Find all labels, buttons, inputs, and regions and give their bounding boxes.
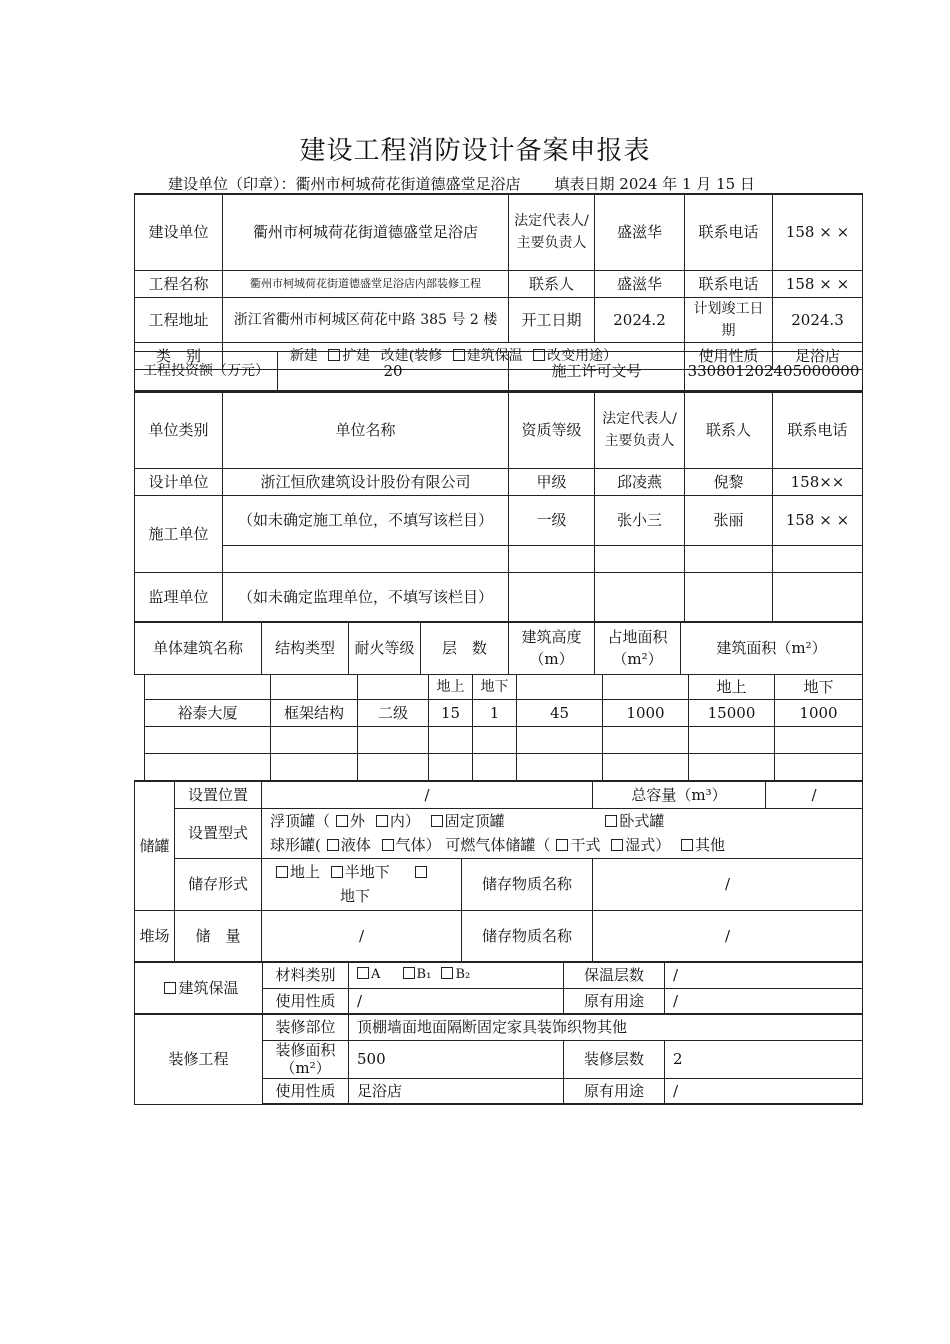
row-height: 45 xyxy=(517,700,603,727)
checkbox-icon[interactable] xyxy=(441,967,453,979)
h-height: 建筑高度（m） xyxy=(509,622,595,674)
store-half: 半地下 xyxy=(344,863,390,881)
checkbox-icon[interactable] xyxy=(611,839,623,851)
permit-value: 330801202405000000 xyxy=(685,352,863,391)
store-options xyxy=(262,858,462,910)
checkbox-icon[interactable] xyxy=(415,866,427,878)
build-grade: 一级 xyxy=(509,495,595,545)
area-below-label: 地下 xyxy=(775,675,863,700)
build-legal: 张小三 xyxy=(595,495,685,545)
checkbox-icon[interactable] xyxy=(164,982,176,994)
start-value: 2024.2 xyxy=(595,297,685,342)
phone2-label: 联系电话 xyxy=(685,270,773,297)
dec-floors-value: 2 xyxy=(665,1040,863,1078)
build-label: 施工单位 xyxy=(135,495,223,572)
layer-label: 保温层数 xyxy=(564,962,665,988)
pile-label: 堆场 xyxy=(135,910,175,962)
h-unit-type: 单位类别 xyxy=(135,392,223,468)
type-rebuild: 改建(装修 xyxy=(380,347,443,364)
h-fire: 耐火等级 xyxy=(349,622,421,674)
checkbox-icon[interactable] xyxy=(331,866,343,878)
form-floating: 浮顶罐（ xyxy=(270,812,331,830)
buildings-table xyxy=(144,674,863,781)
finish-label: 计划竣工日期 xyxy=(685,297,773,342)
phone-label: 联系电话 xyxy=(685,194,773,270)
checkbox-icon[interactable] xyxy=(403,967,415,979)
dec-area-value: 500 xyxy=(349,1040,564,1078)
form-out: 外 xyxy=(350,812,366,830)
pile-qty-label: 储 量 xyxy=(175,910,262,962)
row-struct: 框架结构 xyxy=(271,700,358,727)
table-row xyxy=(145,700,863,727)
type-change: 改变用途） xyxy=(547,347,618,364)
invest-table xyxy=(134,351,863,391)
decoration-label: 装修工程 xyxy=(135,1014,263,1104)
h-building-name: 单体建筑名称 xyxy=(135,622,262,674)
checkbox-icon[interactable] xyxy=(336,815,348,827)
header-line xyxy=(168,173,755,194)
mat-a: A xyxy=(371,967,381,983)
dec-orig-label: 原有用途 xyxy=(564,1078,665,1104)
form-options xyxy=(262,808,863,858)
type-insul: 建筑保温 xyxy=(466,347,523,364)
project-value: 衢州市柯城荷花街道德盛堂足浴店内部装修工程 xyxy=(223,270,509,297)
mat-b2: B₂ xyxy=(455,967,471,983)
checkbox-icon[interactable] xyxy=(357,967,369,979)
mat-label: 材料类别 xyxy=(263,962,349,988)
h-struct: 结构类型 xyxy=(262,622,349,674)
h-footprint: 占地面积（m²） xyxy=(595,622,681,674)
contact-label: 联系人 xyxy=(509,270,595,297)
legal-value: 盛滋华 xyxy=(595,194,685,270)
project-label: 工程名称 xyxy=(135,270,223,297)
dec-area-label: 装修面积（m²） xyxy=(263,1040,349,1078)
checkbox-icon[interactable] xyxy=(382,839,394,851)
type-ext: 扩建 xyxy=(342,347,371,364)
invest-value: 20 xyxy=(278,352,509,391)
storage-table xyxy=(134,780,863,963)
row-fl-above: 15 xyxy=(429,700,473,727)
checkbox-icon[interactable] xyxy=(605,815,617,827)
checkbox-icon[interactable] xyxy=(556,839,568,851)
form-horiz: 卧式罐 xyxy=(619,812,665,830)
layer-value: / xyxy=(665,962,863,988)
fill-date: 填表日期 2024 年 1 月 15 日 xyxy=(554,175,755,193)
row-area-above: 15000 xyxy=(689,700,775,727)
form-sphere: 球形罐( xyxy=(270,836,321,854)
ins-orig-label: 原有用途 xyxy=(564,988,665,1014)
store-above: 地上 xyxy=(290,863,321,881)
part-label: 装修部位 xyxy=(263,1014,349,1040)
design-label: 设计单位 xyxy=(135,468,223,495)
insulation-label-cell xyxy=(135,962,263,1014)
address-value: 浙江省衢州市柯城区荷花中路 385 号 2 楼 xyxy=(223,297,509,342)
h-grade: 资质等级 xyxy=(509,392,595,468)
above-label: 地上 xyxy=(429,675,473,700)
design-legal: 邱凌燕 xyxy=(595,468,685,495)
checkbox-icon[interactable] xyxy=(276,866,288,878)
contact-value: 盛滋华 xyxy=(595,270,685,297)
h-area: 建筑面积（m²） xyxy=(681,622,863,674)
basic-info-table xyxy=(134,193,863,370)
build-note: （如未确定施工单位，不填写该栏目） xyxy=(223,495,509,545)
build-phone: 158 × × xyxy=(773,495,863,545)
invest-label: 工程投资额（万元） xyxy=(135,352,278,391)
row-area-below: 1000 xyxy=(775,700,863,727)
form-label: 设置型式 xyxy=(175,808,262,858)
buildings-header-table xyxy=(134,621,863,675)
h-floors: 层 数 xyxy=(421,622,509,674)
design-grade: 甲级 xyxy=(509,468,595,495)
checkbox-icon[interactable] xyxy=(327,839,339,851)
checkbox-icon[interactable] xyxy=(681,839,693,851)
design-name: 浙江恒欣建筑设计股份有限公司 xyxy=(223,468,509,495)
type-label: 类 别 xyxy=(135,342,223,369)
phone2-value: 158 × × xyxy=(773,270,863,297)
store-label: 储存形式 xyxy=(175,858,262,910)
dec-use-label: 使用性质 xyxy=(263,1078,349,1104)
insulation-label: 建筑保温 xyxy=(178,979,239,997)
unit-label: 建设单位 xyxy=(135,194,223,270)
checkbox-icon[interactable] xyxy=(376,815,388,827)
applicant-line: 建设单位（印章）：衢州市柯城荷花街道德盛堂足浴店 xyxy=(168,175,521,193)
form-liquid: 液体 xyxy=(340,836,371,854)
cap-label: 总容量（m³） xyxy=(593,781,766,808)
legal-label: 法定代表人/主要负责人 xyxy=(509,194,595,270)
dec-use-value: 足浴店 xyxy=(349,1078,564,1104)
form-dry: 干式 xyxy=(570,836,601,854)
design-phone: 158×× xyxy=(773,468,863,495)
ins-orig-value: / xyxy=(665,988,863,1014)
area-above-label: 地上 xyxy=(689,675,775,700)
tank-label: 储罐 xyxy=(135,781,175,910)
use-label: 使用性质 xyxy=(685,342,773,369)
pile-material-label: 储存物质名称 xyxy=(462,910,593,962)
type-new: 新建 xyxy=(289,347,318,364)
pile-qty-value: / xyxy=(262,910,462,962)
mat-options xyxy=(349,962,564,988)
checkbox-icon[interactable] xyxy=(431,815,443,827)
units-table xyxy=(134,391,863,623)
material-label: 储存物质名称 xyxy=(462,858,593,910)
ins-use-value: / xyxy=(349,988,564,1014)
store-under: 地下 xyxy=(340,887,371,905)
form-gas: 气体） 可燃气体储罐（ xyxy=(395,836,551,854)
permit-label: 施工许可文号 xyxy=(509,352,685,391)
start-label: 开工日期 xyxy=(509,297,595,342)
form-fixed: 固定顶罐 xyxy=(444,812,505,830)
h-unit-name: 单位名称 xyxy=(223,392,509,468)
part-value: 顶棚墙面地面隔断固定家具装饰织物其他 xyxy=(349,1014,863,1040)
use-value: 足浴店 xyxy=(773,342,863,369)
dec-floors-label: 装修层数 xyxy=(564,1040,665,1078)
row-footprint: 1000 xyxy=(603,700,689,727)
row-name: 裕泰大厦 xyxy=(145,700,271,727)
super-note: （如未确定监理单位，不填写该栏目） xyxy=(223,572,509,622)
phone-value: 158 × × xyxy=(773,194,863,270)
form-wet: 湿式） xyxy=(625,836,671,854)
unit-value: 衢州市柯城荷花街道德盛堂足浴店 xyxy=(223,194,509,270)
dec-orig-value: / xyxy=(665,1078,863,1104)
design-contact: 倪黎 xyxy=(685,468,773,495)
material-value: / xyxy=(593,858,863,910)
form-title: 建设工程消防设计备案申报表 xyxy=(299,136,651,166)
below-label: 地下 xyxy=(473,675,517,700)
pos-label: 设置位置 xyxy=(175,781,262,808)
build-contact: 张丽 xyxy=(685,495,773,545)
cap-value: / xyxy=(766,781,863,808)
ins-use-label: 使用性质 xyxy=(263,988,349,1014)
row-fire: 二级 xyxy=(358,700,429,727)
mat-b1: B₁ xyxy=(416,967,432,983)
h-legal: 法定代表人/主要负责人 xyxy=(595,392,685,468)
form-other: 其他 xyxy=(695,836,726,854)
finish-value: 2024.3 xyxy=(773,297,863,342)
pile-material-value: / xyxy=(593,910,863,962)
h-phone: 联系电话 xyxy=(773,392,863,468)
h-contact: 联系人 xyxy=(685,392,773,468)
super-label: 监理单位 xyxy=(135,572,223,622)
insulation-table xyxy=(134,961,863,1105)
pos-value: / xyxy=(262,781,593,808)
form-in: 内） xyxy=(389,812,420,830)
row-fl-below: 1 xyxy=(473,700,517,727)
address-label: 工程地址 xyxy=(135,297,223,342)
